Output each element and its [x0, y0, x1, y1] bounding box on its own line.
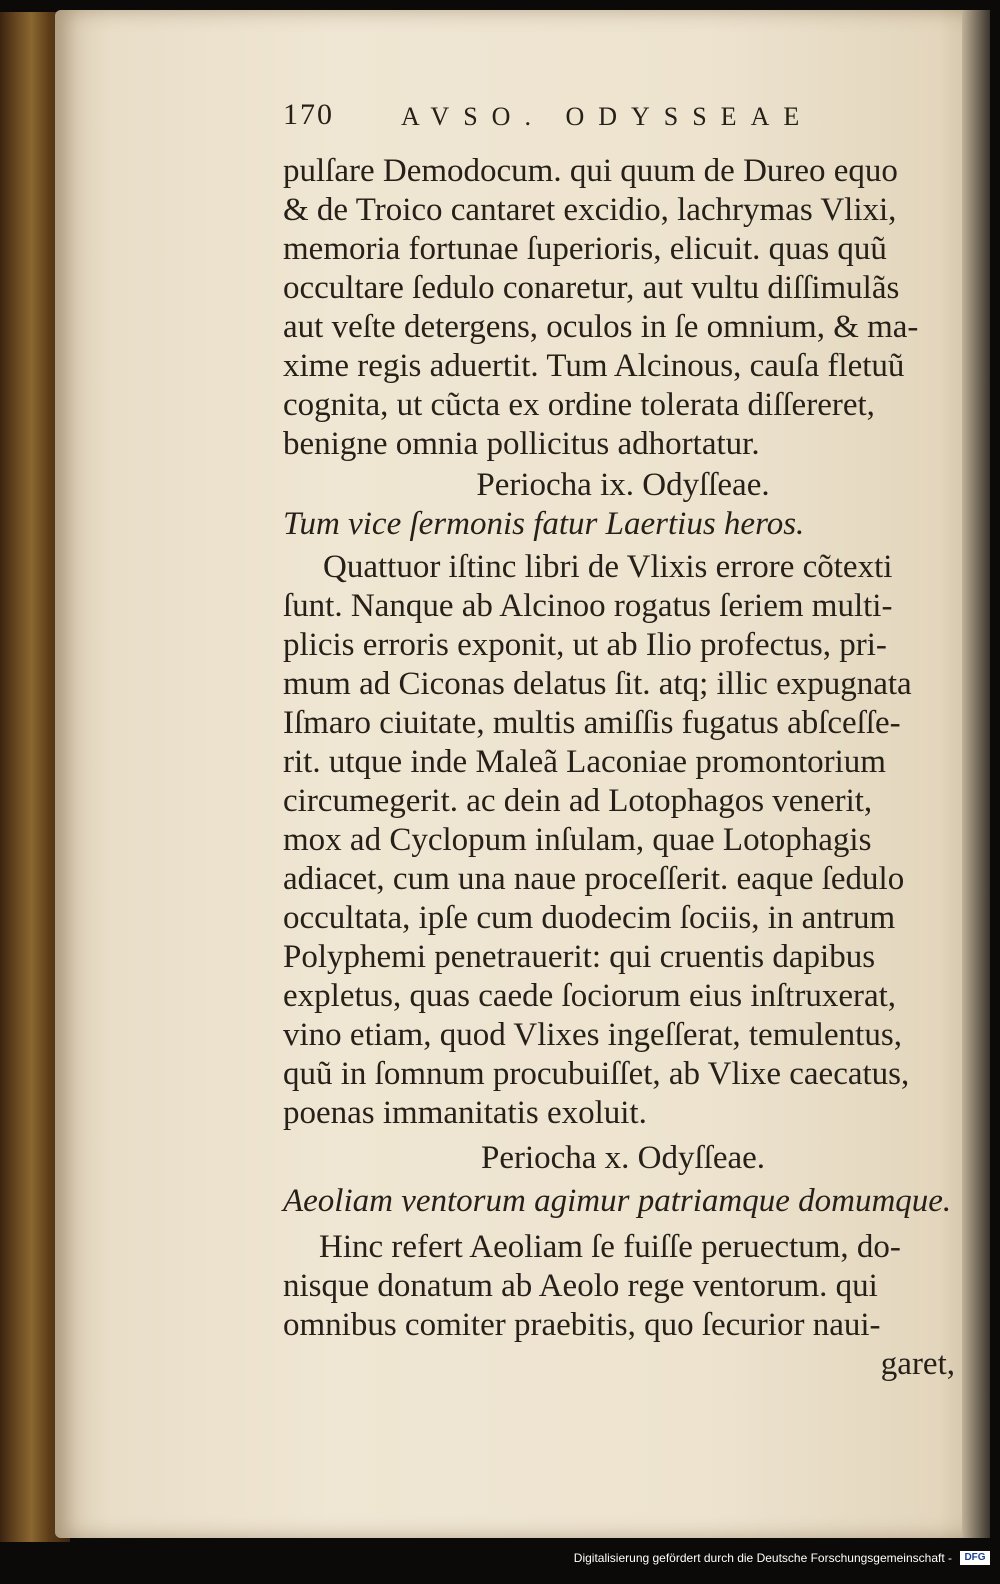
text-line: memoria fortunae ſuperioris, elicuit. quas quũ [283, 231, 887, 267]
text-line: rit. utque inde Maleã Laconiae promontorium [283, 744, 886, 780]
text-line: pulſare Demodocum. qui quum de Dureo equo [283, 153, 898, 189]
page-number: 170 [283, 98, 334, 131]
text-line: xime regis aduertit. Tum Alcinous, cauſa fletuũ [283, 348, 905, 384]
section-title: Periocha ix. Odyſſeae. [476, 467, 770, 503]
text-line: Polyphemi penetrauerit: qui cruentis dapibus [283, 939, 876, 975]
page-gutter-edge [962, 10, 990, 1538]
text-line: mox ad Cyclopum inſulam, quae Lotophagis [283, 822, 872, 858]
text-line: nisque donatum ab Aeolo rege ventorum. qui [283, 1268, 878, 1304]
section-verse: Tum vice ſermonis fatur Laertius heros. [283, 506, 805, 542]
text-line: Quattuor iſtinc libri de Vlixis errore cõtexti [323, 549, 893, 585]
section-title: Periocha x. Odyſſeae. [480, 1140, 766, 1176]
dfg-logo-icon: DFG [960, 1551, 990, 1565]
text-line: quũ in ſomnum procubuiſſet, ab Vlixe caecatus, [283, 1056, 910, 1092]
text-line: occultata, ipſe cum duodecim ſociis, in antrum [283, 900, 896, 936]
section-verse: Aeoliam ventorum agimur patriamque domumque. [283, 1183, 952, 1219]
text-line: ſunt. Nanque ab Alcinoo rogatus ſeriem multi- [283, 588, 893, 624]
text-line: mum ad Ciconas delatus ſit. atq; illic expugnata [283, 666, 912, 702]
text-line: aut veſte detergens, oculos in ſe omnium, & ma- [283, 309, 919, 345]
text-line: vino etiam, quod Vlixes ingeſſerat, temulentus, [283, 1017, 902, 1053]
text-line: cognita, ut cũcta ex ordine tolerata diſſereret, [283, 387, 875, 423]
text-line: benigne omnia pollicitus adhortatur. [283, 426, 760, 462]
text-line: & de Troico cantaret excidio, lachrymas Vlixi, [283, 192, 897, 228]
text-line: Iſmaro ciuitate, multis amiſſis fugatus abſceſſe- [283, 705, 901, 741]
footer-credit: Digitalisierung gefördert durch die Deutsche Forschungsgemeinschaft - [573, 1551, 952, 1565]
text-line: adiacet, cum una naue proceſſerit. eaque ſedulo [283, 861, 905, 897]
text-line: circumegerit. ac dein ad Lotophagos venerit, [283, 783, 873, 819]
text-line: occultare ſedulo conaretur, aut vultu diſſimulãs [283, 270, 900, 306]
catchword: garet, [880, 1346, 955, 1382]
text-line: expletus, quas caede ſociorum eius inſtruxerat, [283, 978, 897, 1014]
text-line: omnibus comiter praebitis, quo ſecurior naui- [283, 1307, 881, 1343]
text-line: Hinc refert Aeoliam ſe fuiſſe perueсtum, do- [319, 1229, 901, 1265]
page-header [283, 96, 963, 146]
text-line: poenas immanitatis exoluit. [283, 1095, 647, 1131]
running-head: AVSO. ODYSSEAE [401, 102, 814, 131]
text-line: plicis erroris exponit, ut ab Ilio profectus, pri- [283, 627, 887, 663]
